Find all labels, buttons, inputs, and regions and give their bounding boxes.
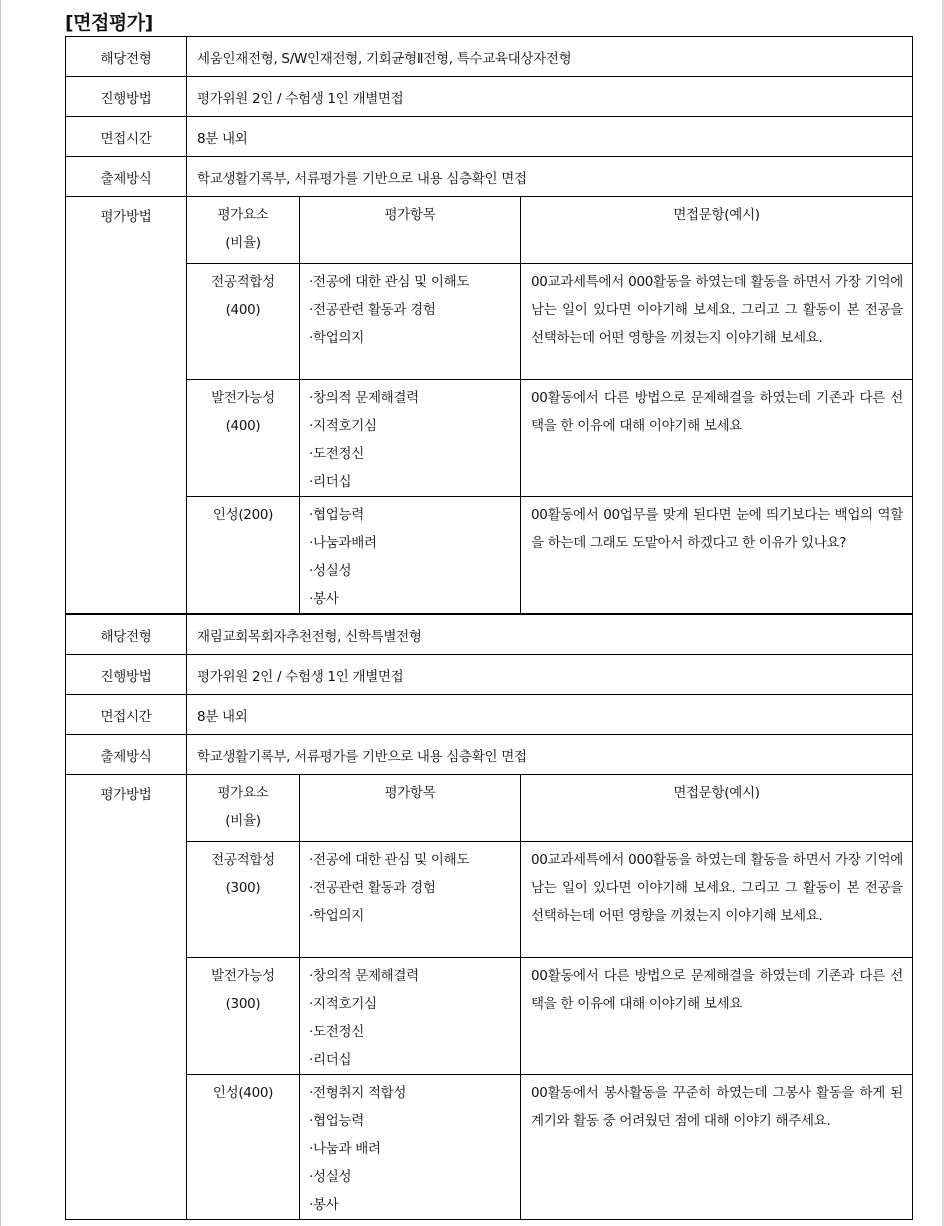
info-row: [66, 695, 913, 735]
criterion-items: [300, 1075, 521, 1220]
criterion-element: [187, 958, 300, 1075]
row-label: 진행방법: [66, 655, 187, 695]
criterion-question: [521, 380, 913, 497]
header-ratio-label: (비율): [225, 235, 261, 251]
info-row: [66, 157, 913, 197]
page-title: [면접평가]: [65, 12, 153, 34]
criterion-item: ·리더십: [309, 474, 352, 490]
criterion-item: ·전공에 대한 관심 및 이해도: [309, 852, 470, 868]
criterion-item: ·협업능력: [309, 1113, 364, 1129]
criterion-row: [66, 380, 913, 497]
criterion-element: [187, 842, 300, 958]
question-text: 00교과세특에서 000활동을 하였는데 활동을 하면서 가장 기억에 남는 일이 있다면 이야기해 보세요. 그리고 그 활동이 본 전공을 선택하는데 어떤 영향을 끼쳤는지 이야기해 보세요.: [531, 274, 904, 346]
criterion-name: 인성(400): [212, 1085, 274, 1101]
row-value: 8분 내외: [187, 117, 913, 157]
header-element: [187, 775, 300, 842]
criterion-element: [187, 380, 300, 497]
row-label: 면접시간: [66, 117, 187, 157]
criterion-item: ·봉사: [309, 591, 339, 607]
criterion-score: (400): [225, 418, 261, 434]
criterion-item: ·전공에 대한 관심 및 이해도: [309, 274, 470, 290]
info-row: [66, 37, 913, 77]
info-row: [66, 117, 913, 157]
criterion-score: (300): [225, 996, 261, 1012]
criterion-items: [300, 264, 521, 380]
criterion-items: [300, 497, 521, 615]
criterion-element: [187, 264, 300, 380]
header-element-label: 평가요소: [217, 785, 269, 801]
header-question: 면접문항(예시): [521, 775, 913, 842]
row-label: 해당전형: [66, 614, 187, 655]
header-items: 평가항목: [300, 197, 521, 264]
criterion-question: [521, 264, 913, 380]
row-value: 세움인재전형, S/W인재전형, 기회균형Ⅱ전형, 특수교육대상자전형: [187, 37, 913, 77]
row-value: 학교생활기록부, 서류평가를 기반으로 내용 심층확인 면접: [187, 157, 913, 197]
criterion-question: [521, 958, 913, 1075]
criterion-item: ·학업의지: [309, 908, 364, 924]
criterion-item: ·전형취지 적합성: [309, 1085, 407, 1101]
row-label: 출제방식: [66, 735, 187, 775]
criterion-item: ·학업의지: [309, 330, 364, 346]
question-text: 00교과세특에서 000활동을 하였는데 활동을 하면서 가장 기억에 남는 일이 있다면 이야기해 보세요. 그리고 그 활동이 본 전공을 선택하는데 어떤 영향을 끼쳤는지 이야기해 보세요.: [531, 852, 904, 924]
eval-method-label: 평가방법: [66, 197, 187, 615]
question-text: 00활동에서 00업무를 맞게 된다면 눈에 띄기보다는 백업의 역할을 하는데 그래도 도맡아서 하겠다고 한 이유가 있나요?: [531, 507, 904, 551]
row-value: 8분 내외: [187, 695, 913, 735]
criterion-item: ·전공관련 활동과 경험: [309, 880, 436, 896]
criterion-item: ·지적호기심: [309, 418, 377, 434]
criterion-item: ·성실성: [309, 1169, 352, 1185]
criterion-question: [521, 497, 913, 615]
criterion-item: ·나눔과 배려: [309, 1141, 381, 1157]
header-items: 평가항목: [300, 775, 521, 842]
criterion-items: [300, 380, 521, 497]
row-value: 학교생활기록부, 서류평가를 기반으로 내용 심층확인 면접: [187, 735, 913, 775]
criterion-row: [66, 842, 913, 958]
row-label: 면접시간: [66, 695, 187, 735]
criterion-items: [300, 958, 521, 1075]
info-row: [66, 614, 913, 655]
criterion-item: ·전공관련 활동과 경험: [309, 302, 436, 318]
page-edge: [0, 0, 1, 1226]
criterion-name: 발전가능성: [211, 968, 275, 984]
criterion-items: [300, 842, 521, 958]
criterion-item: ·봉사: [309, 1197, 339, 1213]
header-element: [187, 197, 300, 264]
criterion-row: [66, 264, 913, 380]
criterion-name: 인성(200): [212, 507, 274, 523]
criterion-item: ·창의적 문제해결력: [309, 390, 419, 406]
info-row: [66, 655, 913, 695]
criterion-row: [66, 497, 913, 615]
criterion-item: ·지적호기심: [309, 996, 377, 1012]
eval-header-row: [66, 775, 913, 842]
row-value: 재림교회목회자추천전형, 신학특별전형: [187, 614, 913, 655]
row-value: 평가위원 2인 / 수험생 1인 개별면접: [187, 655, 913, 695]
criterion-item: ·나눔과배려: [309, 535, 377, 551]
criterion-question: [521, 842, 913, 958]
criterion-row: [66, 958, 913, 1075]
header-element-label: 평가요소: [217, 207, 269, 223]
question-text: 00활동에서 다른 방법으로 문제해결을 하였는데 기존과 다른 선택을 한 이유에 대해 이야기해 보세요: [531, 390, 904, 434]
row-label: 출제방식: [66, 157, 187, 197]
info-row: [66, 77, 913, 117]
row-label: 해당전형: [66, 37, 187, 77]
eval-method-label: 평가방법: [66, 775, 187, 1220]
row-value: 평가위원 2인 / 수험생 1인 개별면접: [187, 77, 913, 117]
criterion-item: ·도전정신: [309, 446, 364, 462]
criterion-item: ·성실성: [309, 563, 352, 579]
criterion-item: ·도전정신: [309, 1024, 364, 1040]
criterion-name: 전공적합성: [211, 852, 275, 868]
question-text: 00활동에서 다른 방법으로 문제해결을 하였는데 기존과 다른 선택을 한 이유에 대해 이야기해 보세요: [531, 968, 904, 1012]
criterion-question: [521, 1075, 913, 1220]
header-question: 면접문항(예시): [521, 197, 913, 264]
criterion-element: [187, 1075, 300, 1220]
criterion-item: ·리더십: [309, 1052, 352, 1068]
interview-evaluation-table: [65, 36, 913, 1220]
header-ratio-label: (비율): [225, 813, 261, 829]
row-label: 진행방법: [66, 77, 187, 117]
criterion-item: ·창의적 문제해결력: [309, 968, 419, 984]
criterion-item: ·협업능력: [309, 507, 364, 523]
criterion-row: [66, 1075, 913, 1220]
criterion-name: 발전가능성: [211, 390, 275, 406]
eval-header-row: [66, 197, 913, 264]
info-row: [66, 735, 913, 775]
criterion-element: [187, 497, 300, 615]
question-text: 00활동에서 봉사활동을 꾸준히 하였는데 그봉사 활동을 하게 된 계기와 활동 중 어려웠던 점에 대해 이야기 해주세요.: [531, 1085, 904, 1129]
criterion-name: 전공적합성: [211, 274, 275, 290]
criterion-score: (400): [225, 302, 261, 318]
criterion-score: (300): [225, 880, 261, 896]
